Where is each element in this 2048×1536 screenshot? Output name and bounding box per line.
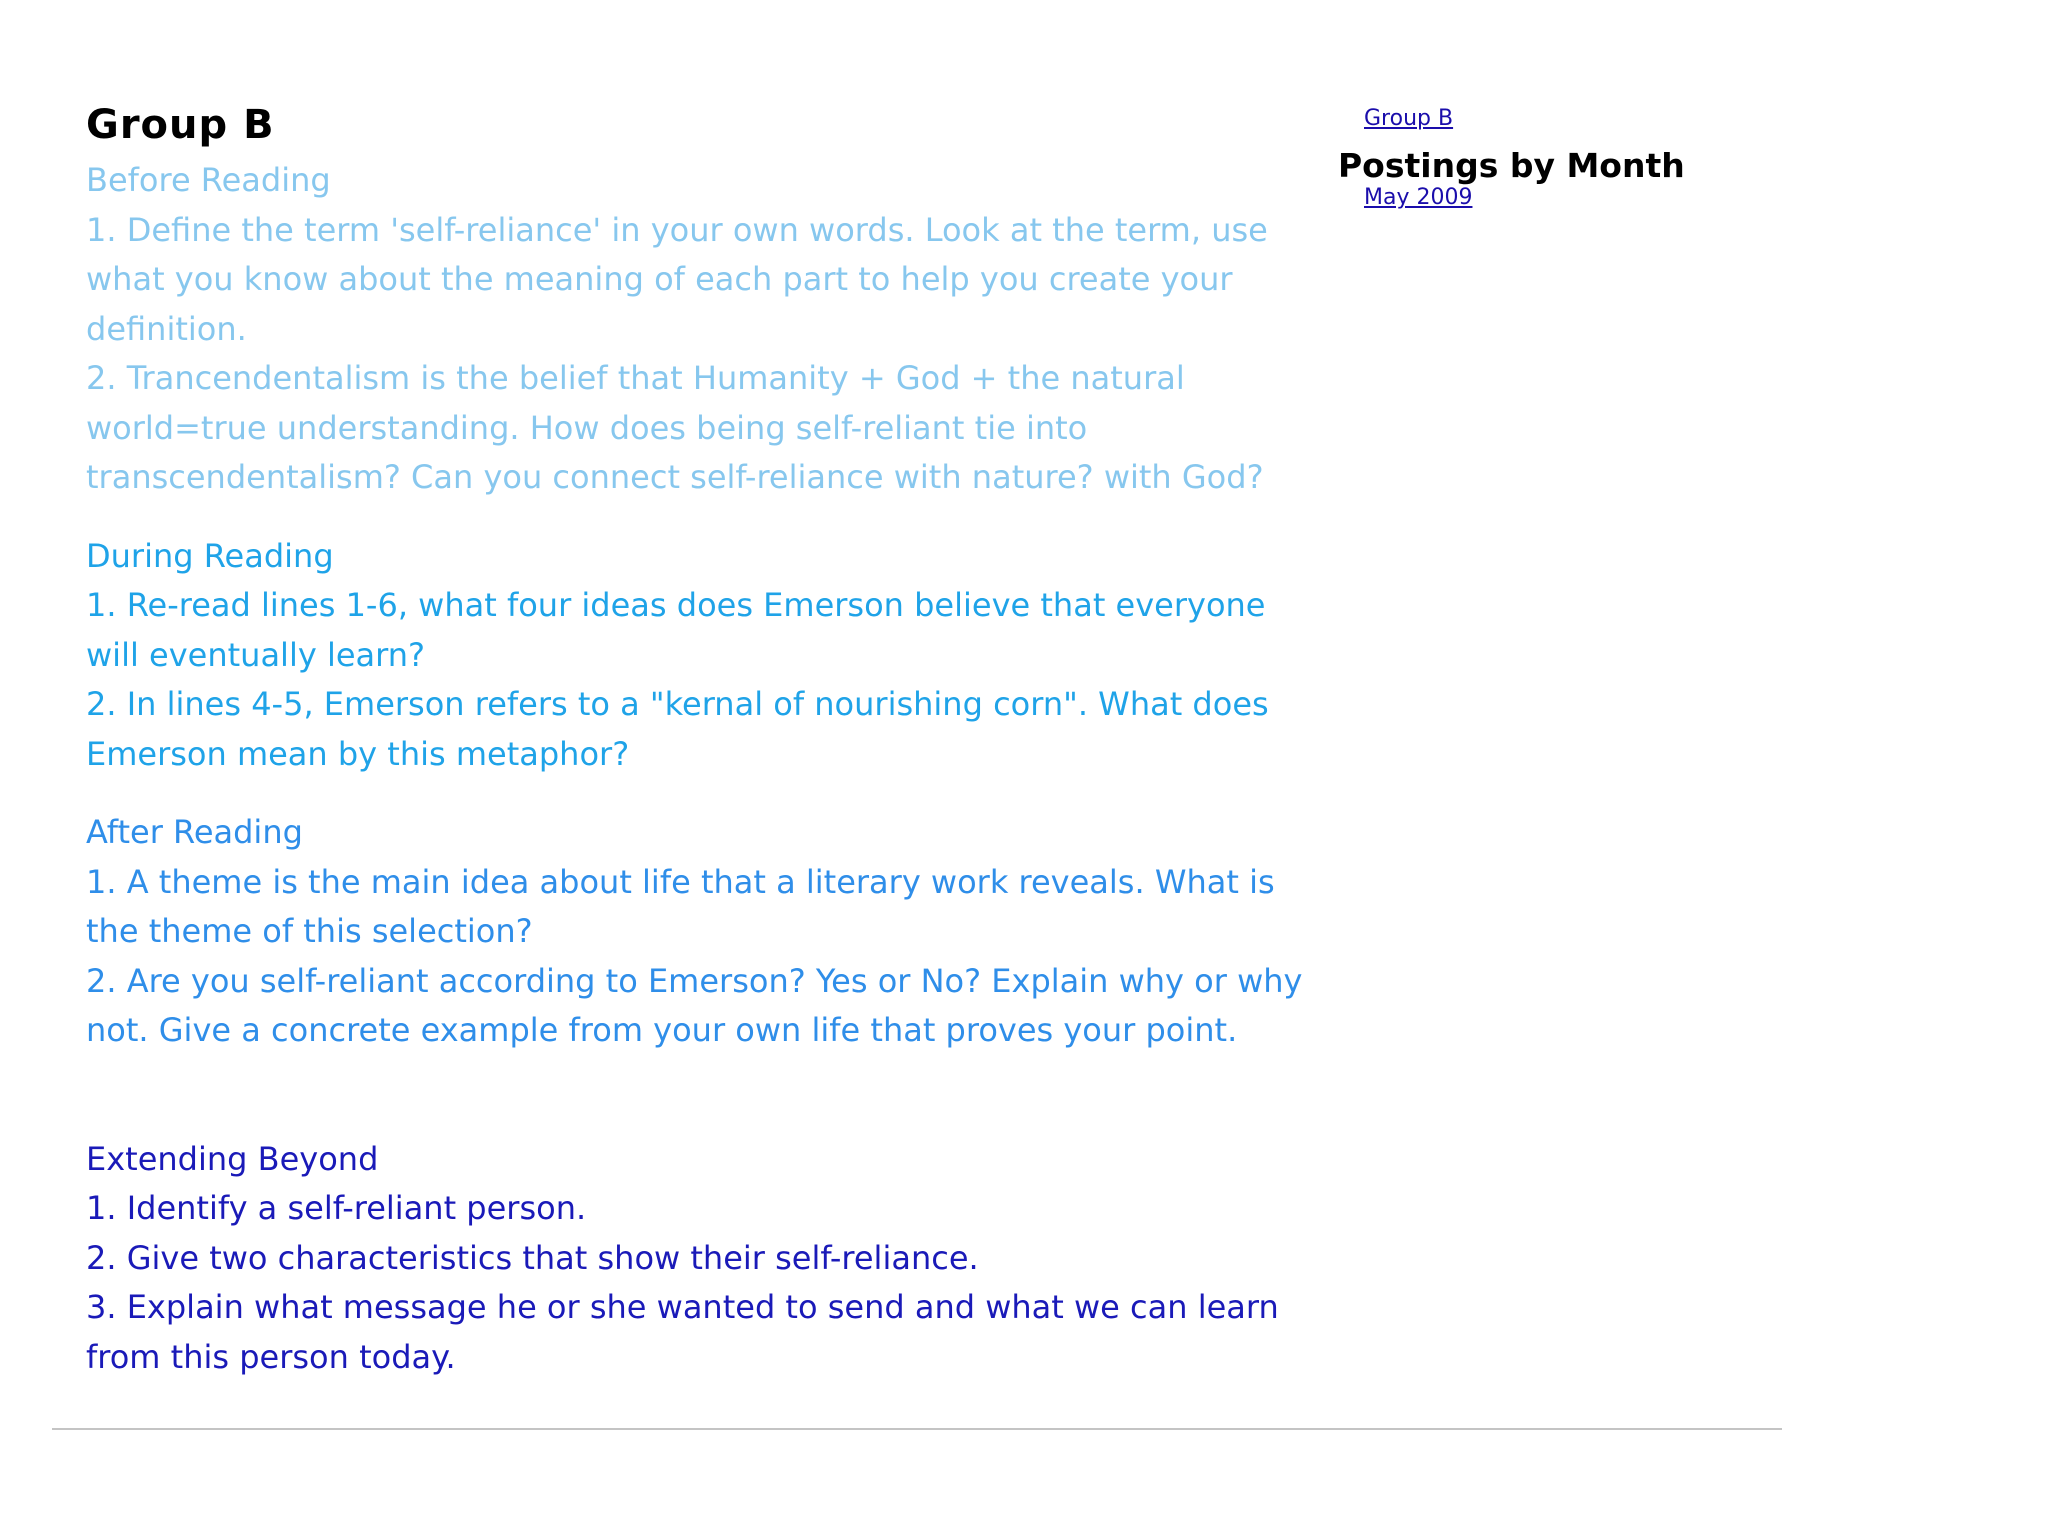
post-title: Group B xyxy=(86,102,275,148)
before-reading-item-2: 2. Trancendentalism is the belief that Humanity + God + the natural world=true understanding. How does being self-reliant tie into transcendentalism? Can you connect self-reliance with nature? with God? xyxy=(86,359,1264,496)
during-reading-item-1: 1. Re-read lines 1-6, what four ideas does Emerson believe that everyone will eventually learn? xyxy=(86,586,1266,674)
blog-post xyxy=(86,100,1316,1428)
before-reading-section xyxy=(86,156,1316,503)
before-reading-item-1: 1. Define the term 'self-reliance' in your own words. Look at the term, use what you know about the meaning of each part to help you create your definition. xyxy=(86,210,1268,348)
sidebar-link-group-b[interactable]: Group B xyxy=(1364,106,1454,131)
after-reading-item-1: 1. A theme is the main idea about life that a literary work reveals. What is the theme of this selection? xyxy=(86,862,1275,950)
extending-beyond-heading: Extending Beyond xyxy=(86,1139,379,1178)
after-reading-section xyxy=(86,808,1316,1056)
content-divider xyxy=(52,1428,1782,1430)
during-reading-section xyxy=(86,532,1316,780)
sidebar xyxy=(1338,104,1758,211)
extending-beyond-item-1: 1. Identify a self-reliant person. xyxy=(86,1189,587,1227)
extending-beyond-section xyxy=(86,1135,1316,1383)
during-reading-item-2: 2. In lines 4-5, Emerson refers to a "kernal of nourishing corn". What does Emerson mean by this metaphor? xyxy=(86,685,1269,773)
postings-by-month-heading: Postings by Month xyxy=(1338,146,1685,185)
after-reading-heading: After Reading xyxy=(86,813,303,851)
after-reading-item-2: 2. Are you self-reliant according to Emerson? Yes or No? Explain why or why not. Give a concrete example from your own life that proves your point. xyxy=(86,961,1303,1049)
during-reading-heading: During Reading xyxy=(86,536,334,575)
extending-beyond-item-2: 2. Give two characteristics that show their self-reliance. xyxy=(86,1238,979,1277)
archive-link-may-2009[interactable]: May 2009 xyxy=(1364,185,1473,210)
before-reading-heading: Before Reading xyxy=(86,161,331,199)
extending-beyond-item-3: 3. Explain what message he or she wanted to send and what we can learn from this person today. xyxy=(86,1288,1279,1376)
